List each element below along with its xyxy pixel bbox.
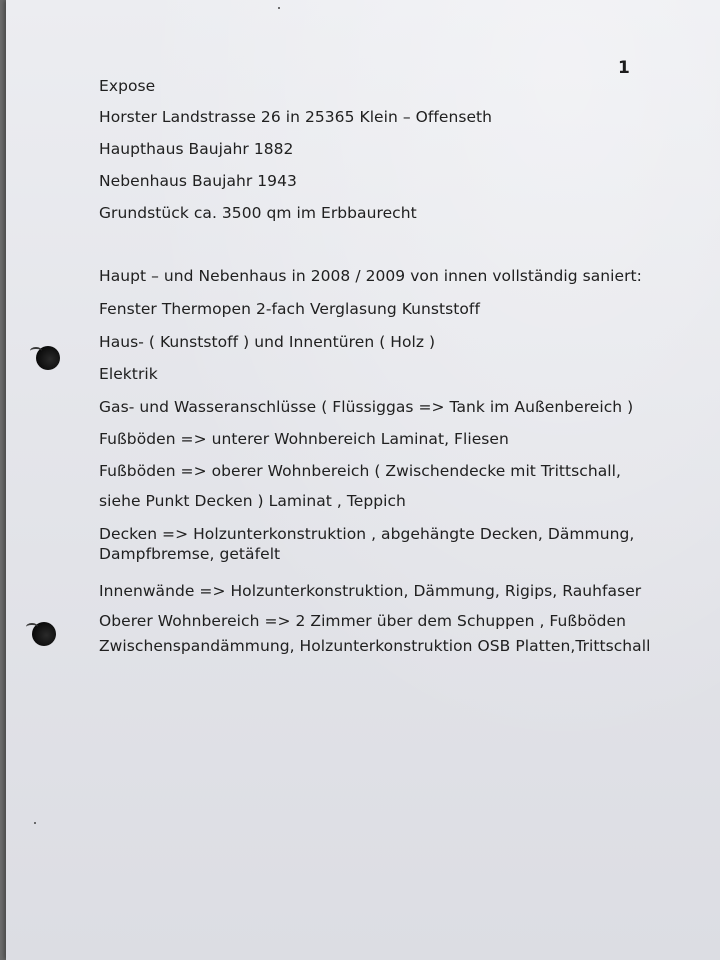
text-line-windows: Fenster Thermopen 2-fach Verglasung Kunststoff xyxy=(99,300,480,318)
text-line-doors: Haus- ( Kunststoff ) und Innentüren ( Holz ) xyxy=(99,333,436,351)
paper-speck xyxy=(278,7,280,9)
text-line-upper-area: Oberer Wohnbereich => 2 Zimmer über dem Schuppen , Fußböden xyxy=(99,612,627,630)
page-number: 1 xyxy=(618,58,630,78)
text-line-interior-walls: Innenwände => Holzunterkonstruktion, Dämmung, Rigips, Rauhfaser xyxy=(99,582,642,600)
text-line-main-house: Haupthaus Baujahr 1882 xyxy=(99,140,294,158)
text-line-floors-lower: Fußböden => unterer Wohnbereich Laminat, Fliesen xyxy=(99,430,509,448)
text-line-ceilings-cont: Dampfbremse, getäfelt xyxy=(99,545,281,563)
text-line-floors-upper: Fußböden => oberer Wohnbereich ( Zwischendecke mit Trittschall, xyxy=(99,462,621,480)
text-line-side-house: Nebenhaus Baujahr 1943 xyxy=(99,172,297,190)
punch-hole-lower xyxy=(32,622,56,646)
paper-speck xyxy=(34,822,36,824)
text-line-renovation: Haupt – und Nebenhaus in 2008 / 2009 von innen vollständig saniert: xyxy=(99,267,642,285)
document-title: Expose xyxy=(99,77,156,95)
text-line-ceilings: Decken => Holzunterkonstruktion , abgehängte Decken, Dämmung, xyxy=(99,525,635,543)
text-line-plot: Grundstück ca. 3500 qm im Erbbaurecht xyxy=(99,204,417,222)
document-page xyxy=(6,0,720,960)
text-line-floors-upper-cont: siehe Punkt Decken ) Laminat , Teppich xyxy=(99,492,406,510)
text-line-gas-water: Gas- und Wasseranschlüsse ( Flüssiggas => Tank im Außenbereich ) xyxy=(99,398,634,416)
punch-hole-upper xyxy=(36,346,60,370)
text-line-address: Horster Landstrasse 26 in 25365 Klein – Offenseth xyxy=(99,108,493,126)
text-line-electrics: Elektrik xyxy=(99,365,158,383)
text-line-upper-area-cont: Zwischenspandämmung, Holzunterkonstruktion OSB Platten,Trittschall xyxy=(99,637,651,655)
